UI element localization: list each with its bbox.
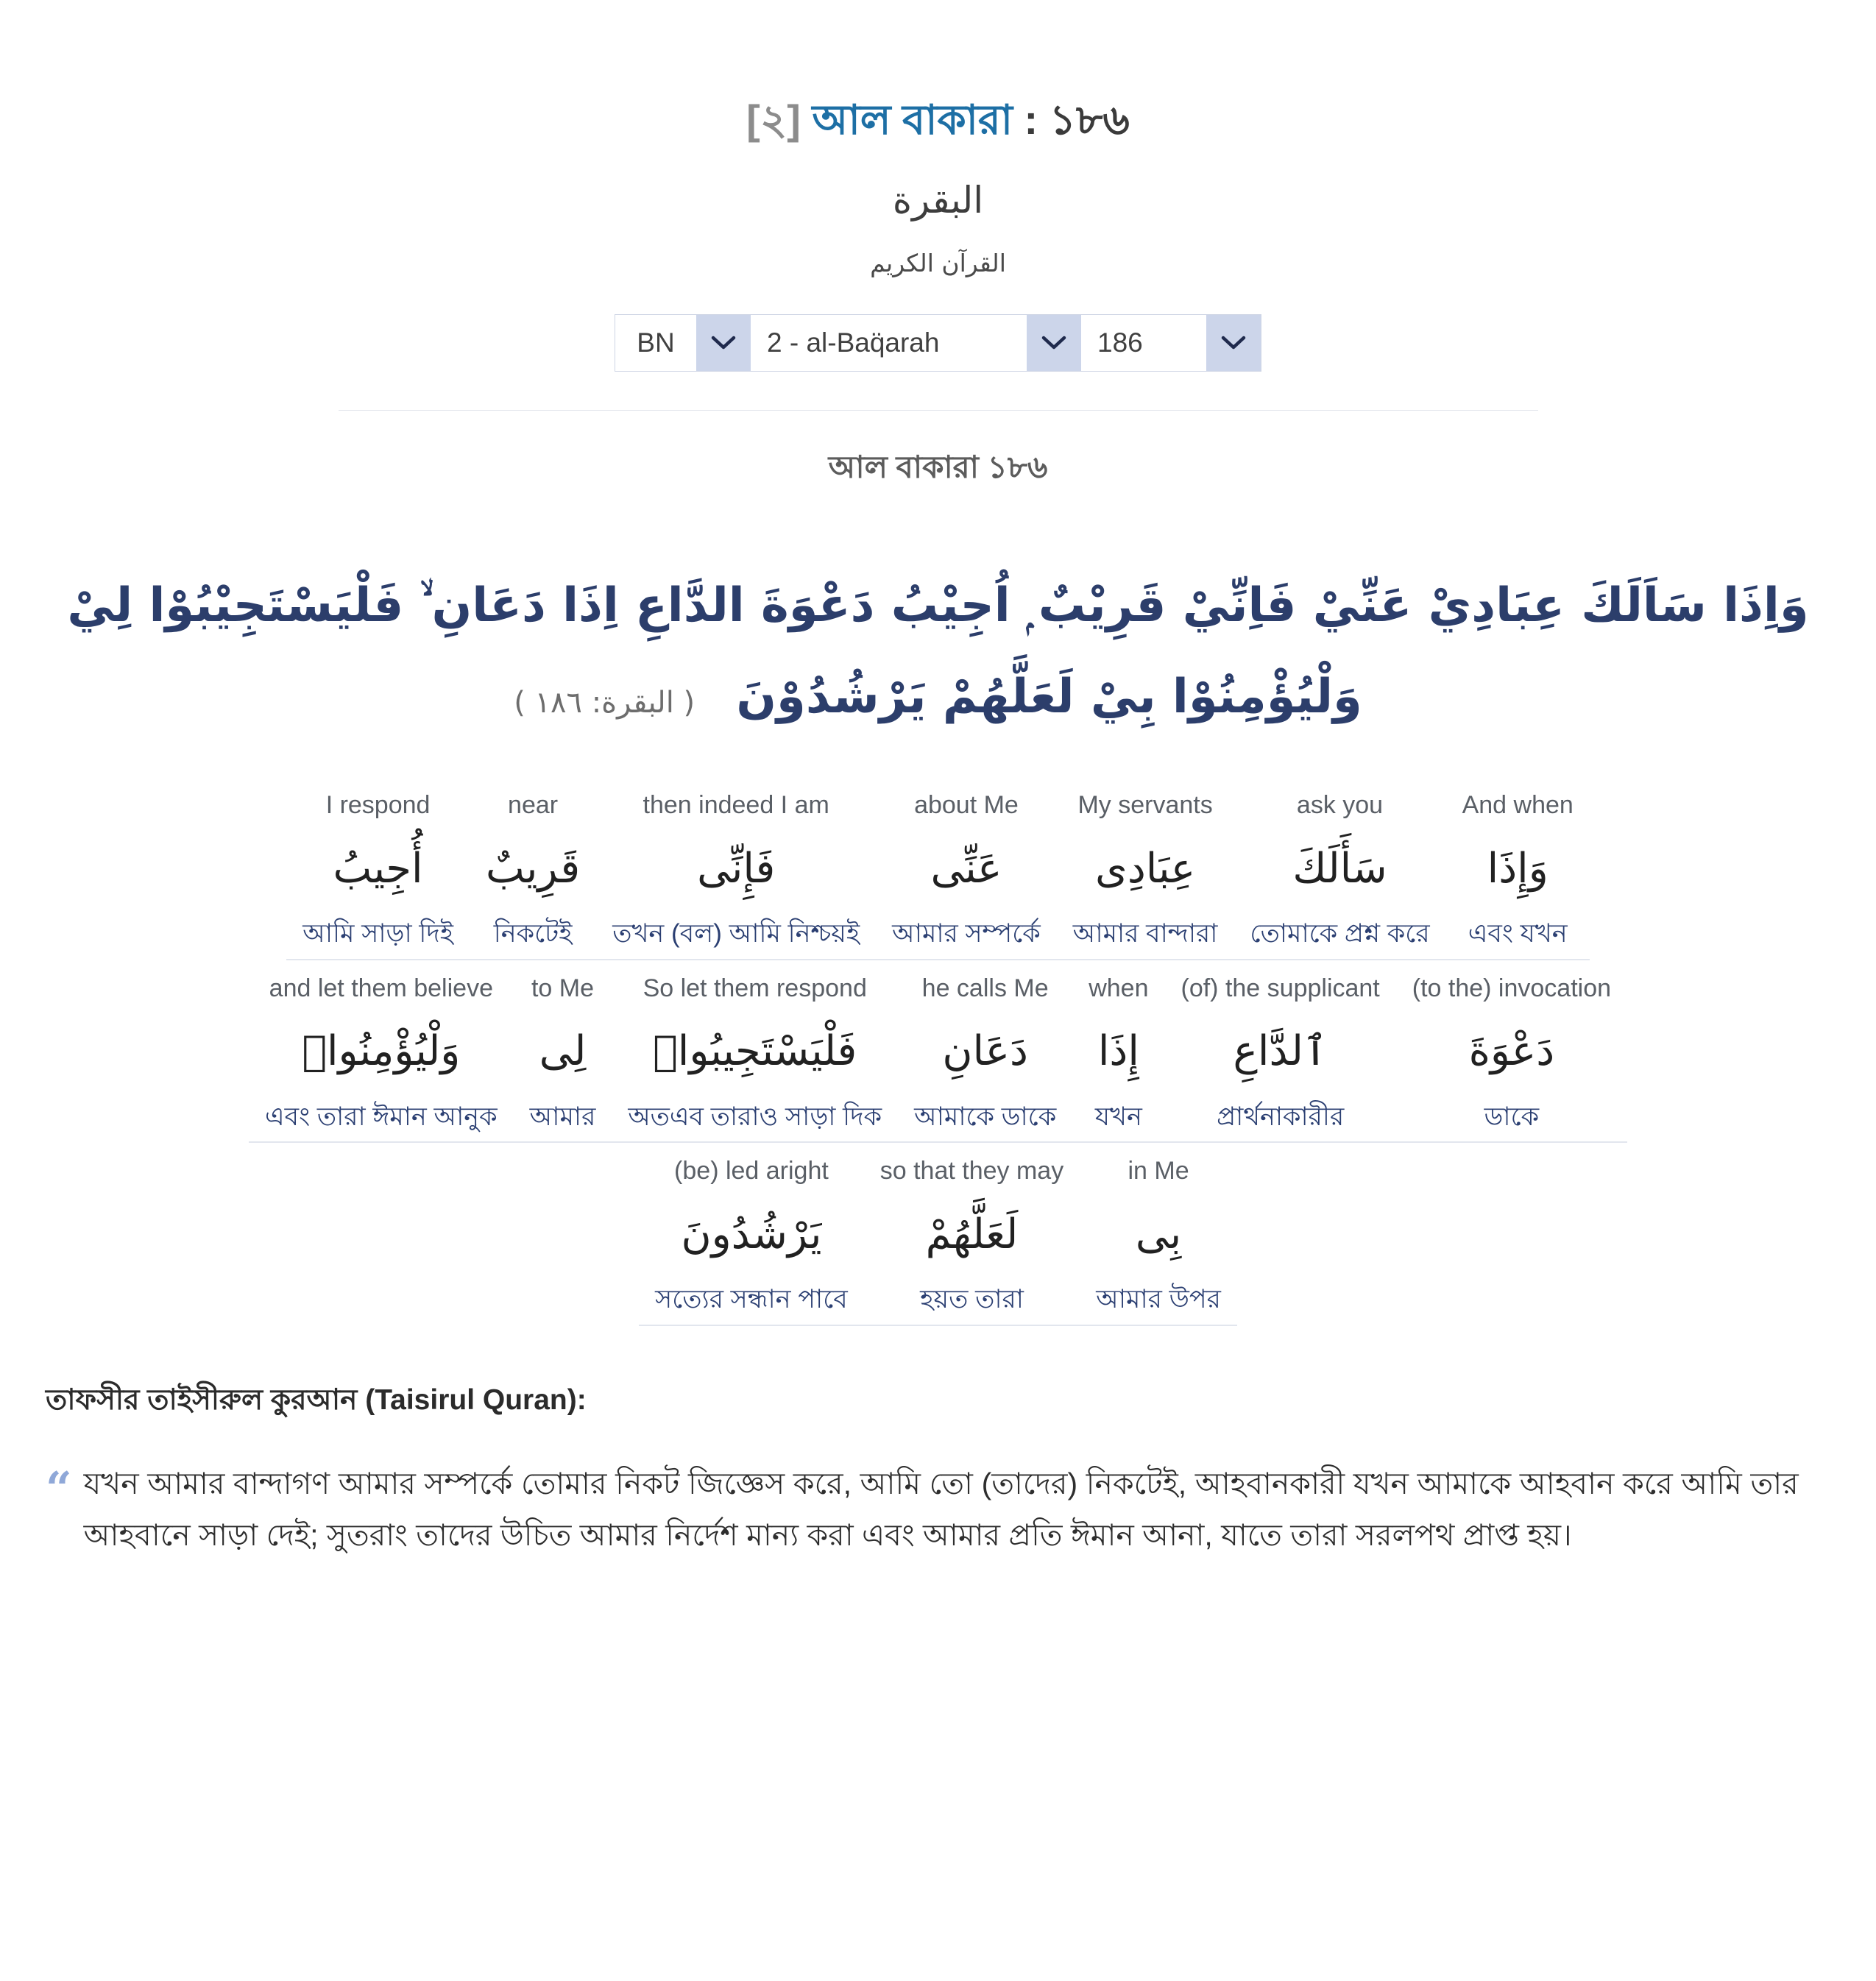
word-cell[interactable] (612, 974, 898, 1144)
word-bangla: আমার সম্পর্কে (892, 918, 1041, 948)
word-cell[interactable] (286, 790, 470, 960)
word-arabic: وَلْيُؤْمِنُوا۟ (302, 1027, 461, 1076)
word-arabic: دَعَانِ (942, 1027, 1028, 1076)
word-arabic: يَرْشُدُونَ (681, 1210, 822, 1258)
page-title (0, 97, 1876, 143)
word-bangla: অতএব তারাও সাড়া দিক (628, 1102, 882, 1131)
word-cell[interactable] (249, 974, 514, 1144)
surah-select-chevron-down-icon[interactable] (1027, 315, 1081, 371)
word-english-gloss: so that they may (879, 1157, 1064, 1186)
word-cell[interactable] (1233, 790, 1445, 960)
tafsir-heading: তাফসীর তাইসীরুল কুরআন (Taisirul Quran): (46, 1383, 587, 1416)
word-bangla: যখন (1094, 1102, 1142, 1131)
word-english-gloss: And when (1462, 791, 1574, 820)
word-cell[interactable] (1165, 974, 1396, 1144)
word-arabic: فَلْيَسْتَجِيبُوا۟ (653, 1027, 857, 1076)
selector-group (615, 314, 1261, 372)
word-arabic: قَرِيبٌ (485, 844, 581, 893)
surah-select[interactable]: 2 - al-Baq̈arah (751, 315, 1027, 371)
quran-label-arabic: القرآن الكريم (870, 248, 1006, 277)
word-english-gloss: near (508, 791, 559, 820)
word-arabic: بِى (1135, 1210, 1182, 1258)
word-arabic: لَعَلَّهُمْ (925, 1210, 1019, 1258)
word-cell[interactable] (470, 790, 596, 960)
word-arabic: وَإِذَا (1487, 844, 1548, 893)
word-english-gloss: when (1089, 974, 1149, 1002)
title-separator: : (1024, 96, 1038, 143)
word-cell[interactable] (1057, 790, 1234, 960)
quote-left-icon: “ (46, 1461, 72, 1515)
surah-name-bangla: আল বাকারা (812, 96, 1013, 143)
arabic-verse-block (44, 560, 1832, 744)
word-english-gloss: (be) led aright (674, 1157, 829, 1186)
ayah-number-bangla: ১৮৬ (1049, 96, 1130, 143)
word-english-gloss: (to the) invocation (1412, 974, 1612, 1002)
language-select-chevron-down-icon[interactable] (696, 315, 751, 371)
word-arabic: فَإِنِّى (697, 844, 776, 893)
verse-reference: ( البقرة: ١٨٦ ) (514, 686, 695, 720)
arabic-verse-text: وَاِذَا سَاَلَكَ عِبَادِيْ عَنِّيْ فَاِنِّيْ قَرِيْبٌ ۭ اُجِيْبُ دَعْوَةَ الدَّاعِ اِذَا دَعَانِ ۙ فَلْيَسْتَجِيْبُوْا لِيْ وَلْيُؤْمِنُوْا بِيْ لَعَلَّهُمْ يَرْشُدُوْنَ (67, 578, 1809, 725)
surah-index-bracket: [২] (746, 96, 801, 143)
word-bangla: তখন (বল) আমি নিশ্চয়ই (612, 918, 860, 948)
quran-verse-page (0, 97, 1876, 1591)
word-arabic: عَنِّى (930, 844, 1002, 893)
word-bangla: আমার বান্দারা (1072, 918, 1218, 948)
word-english-gloss: So let them respond (643, 974, 867, 1002)
surah-name-arabic: البقرة (892, 178, 984, 222)
word-english-gloss: ask you (1296, 791, 1384, 820)
word-cell[interactable] (1446, 790, 1590, 960)
word-cell[interactable] (898, 974, 1072, 1144)
word-bangla: আমার উপর (1096, 1285, 1221, 1314)
word-cell[interactable] (1080, 1156, 1237, 1326)
word-bangla: হয়ত তারা (920, 1285, 1024, 1314)
tafsir-block (46, 1458, 1824, 1562)
word-arabic: إِذَا (1097, 1027, 1139, 1076)
word-bangla: এবং যখন (1468, 918, 1568, 948)
word-english-gloss: (of) the supplicant (1181, 974, 1380, 1002)
word-arabic: أُجِيبُ (333, 844, 423, 893)
word-by-word-row (44, 1156, 1832, 1326)
word-bangla: সত্যের সন্ধান পাবে (655, 1285, 848, 1314)
word-english-gloss: he calls Me (921, 974, 1049, 1002)
word-arabic: دَعْوَةَ (1468, 1027, 1555, 1076)
selector-bar (0, 314, 1876, 372)
word-english-gloss: My servants (1077, 791, 1213, 820)
word-by-word-row (44, 974, 1832, 1144)
horizontal-divider (339, 410, 1538, 411)
word-cell[interactable] (1072, 974, 1164, 1144)
language-select[interactable]: BN (615, 315, 696, 371)
word-english-gloss: about Me (914, 791, 1019, 820)
word-arabic: لِى (539, 1027, 587, 1076)
word-english-gloss: I respond (325, 791, 431, 820)
word-cell[interactable] (864, 1156, 1080, 1326)
word-bangla: এবং তারা ঈমান আনুক (264, 1102, 498, 1131)
word-by-word-table (44, 790, 1832, 1326)
word-by-word-row (44, 790, 1832, 960)
verse-subtitle: আল বাকারা ১৮৬ (828, 449, 1048, 484)
word-bangla: তোমাকে প্রশ্ন করে (1250, 918, 1430, 948)
word-cell[interactable] (1396, 974, 1627, 1144)
word-english-gloss: then indeed I am (643, 791, 829, 820)
word-cell[interactable] (639, 1156, 864, 1326)
word-english-gloss: in Me (1128, 1157, 1189, 1186)
word-arabic: عِبَادِى (1095, 844, 1196, 893)
word-cell[interactable] (876, 790, 1057, 960)
word-arabic: ٱلدَّاعِ (1233, 1027, 1328, 1076)
ayah-select-chevron-down-icon[interactable] (1206, 315, 1261, 371)
word-bangla: আমাকে ডাকে (914, 1102, 1057, 1131)
word-cell[interactable] (514, 974, 612, 1144)
ayah-select[interactable]: 186 (1081, 315, 1206, 371)
word-bangla: নিকটেই (493, 918, 573, 948)
word-bangla: আমি সাড়া দিই (302, 918, 453, 948)
word-english-gloss: and let them believe (269, 974, 493, 1002)
word-cell[interactable] (596, 790, 876, 960)
tafsir-text: যখন আমার বান্দাগণ আমার সম্পর্কে তোমার নিকট জিজ্ঞেস করে, আমি তো (তাদের) নিকটেই, আহবানকারী যখন আমাকে আহবান করে আমি তার আহবানে সাড়া দেই; সুতরাং তাদের উচিত আমার নির্দেশ মান্য করা এবং আমার প্রতি ঈমান আনা, যাতে তারা সরলপথ প্রাপ্ত হয়। (83, 1466, 1799, 1553)
word-bangla: প্রার্থনাকারীর (1217, 1102, 1345, 1131)
word-bangla: আমার (529, 1102, 596, 1131)
word-arabic: سَأَلَكَ (1292, 844, 1387, 893)
word-bangla: ডাকে (1484, 1102, 1540, 1131)
word-english-gloss: to Me (531, 974, 595, 1002)
